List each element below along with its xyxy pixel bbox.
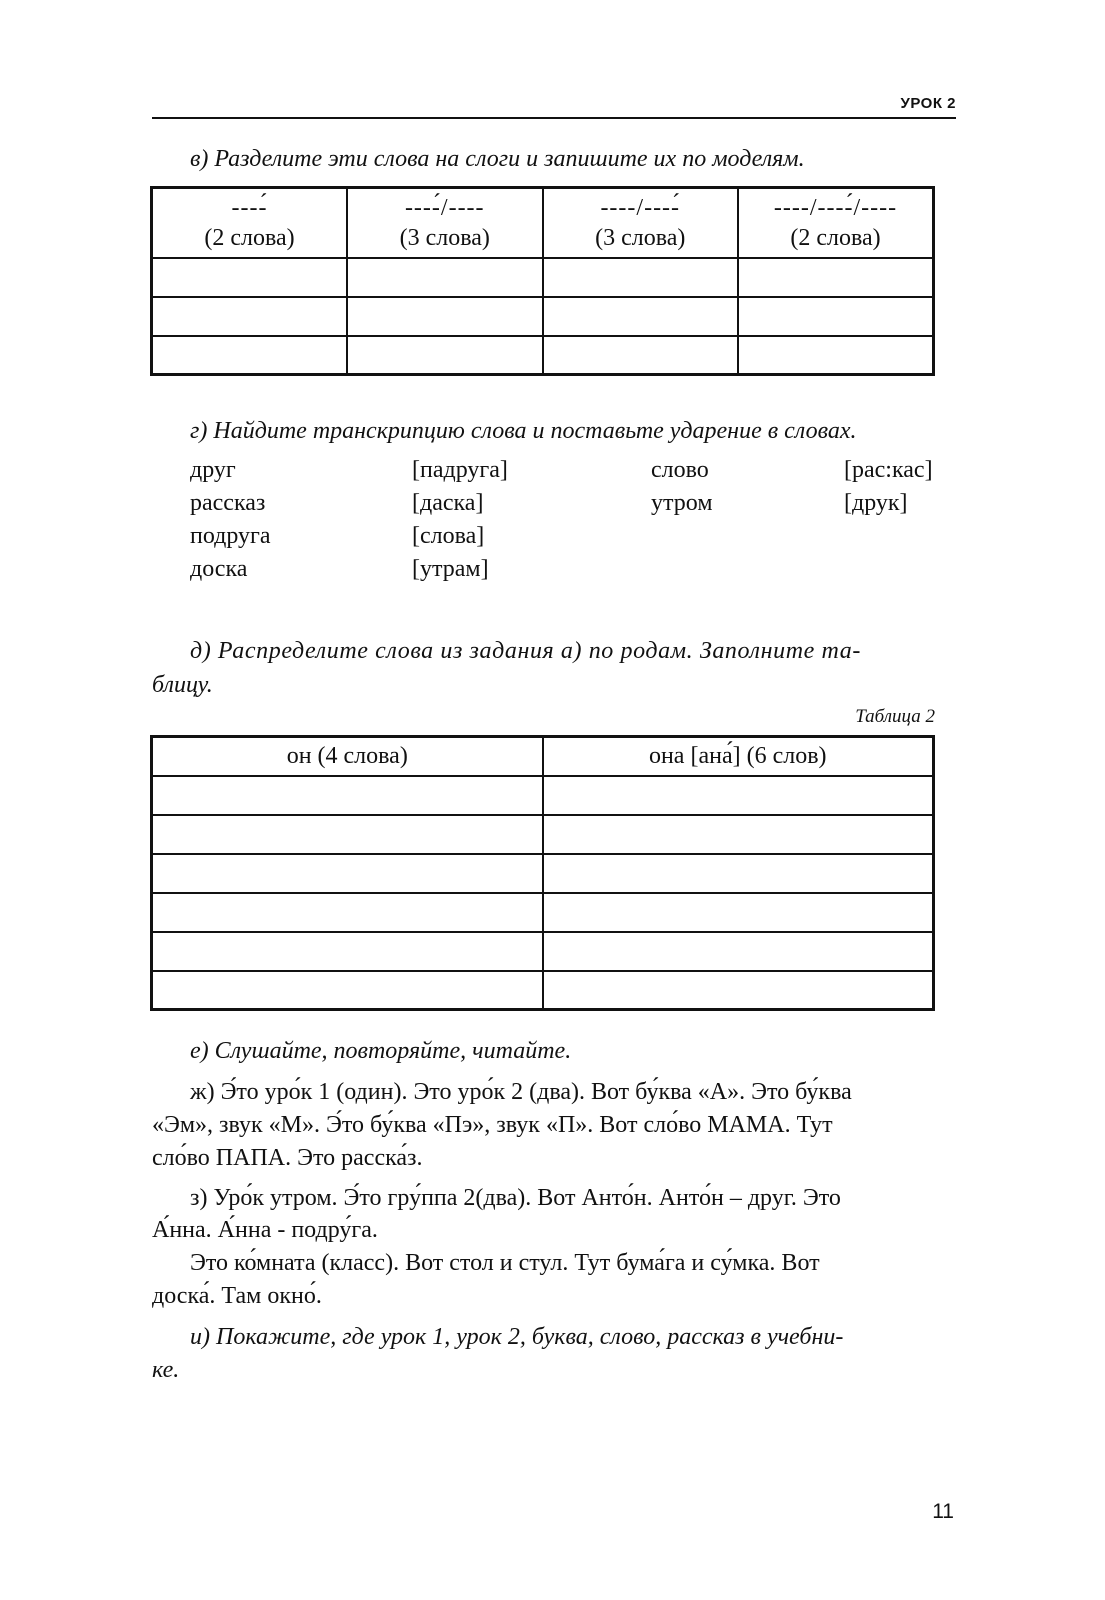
syllable-model: ----/----́/---- [773, 194, 898, 221]
syllable-model: ----/----́ [600, 194, 681, 221]
text-z-line4: доска́. Там окно́. [152, 1283, 322, 1309]
model-cell-4 [738, 188, 934, 258]
model-cell-3 [543, 188, 739, 258]
blank-cell [152, 854, 543, 893]
model-cell-1 [152, 188, 348, 258]
word-count: (3 слова) [595, 224, 686, 251]
task-d-instruction-line1: д) Распределите слова из задания а) по родам. Заполните та- [190, 638, 861, 664]
blank-cell [738, 297, 934, 336]
blank-cell [543, 854, 934, 893]
word-count: (2 слова) [204, 224, 295, 251]
header-feminine: она [ана́] (6 слов) [543, 737, 934, 776]
gender-table [150, 735, 935, 1011]
task-i-line2: ке. [152, 1357, 180, 1383]
word-item: доска [190, 556, 248, 582]
blank-cell [152, 971, 543, 1010]
blank-cell [543, 932, 934, 971]
transcription-item: [друк] [844, 490, 908, 516]
transcription-item: [утрам] [412, 556, 489, 582]
word-item: слово [651, 457, 709, 483]
text-zh-line1: ж) Э́то уро́к 1 (один). Это уро́к 2 (два). Вот бу́ква «А». Это бу́ква [190, 1079, 852, 1105]
running-header [152, 93, 956, 119]
blank-cell [738, 336, 934, 375]
task-g-instruction: г) Найдите транскрипцию слова и поставьте ударение в словах. [190, 418, 857, 444]
text-zh-line3: сло́во ПАПА. Это расска́з. [152, 1145, 423, 1171]
blank-cell [347, 258, 543, 297]
lesson-label: УРОК 2 [900, 95, 956, 112]
model-cell-2 [347, 188, 543, 258]
blank-cell [152, 815, 543, 854]
word-item: подруга [190, 523, 271, 549]
word-item: утром [651, 490, 713, 516]
task-d-instruction-line2: блицу. [152, 672, 213, 698]
word-count: (3 слова) [399, 224, 490, 251]
word-item: друг [190, 457, 236, 483]
task-e-instruction: е) Слушайте, повторяйте, читайте. [190, 1038, 572, 1064]
syllable-model-table [150, 186, 935, 376]
blank-cell [347, 297, 543, 336]
transcription-item: [слова] [412, 523, 485, 549]
blank-cell [543, 893, 934, 932]
transcription-item: [падруга] [412, 457, 508, 483]
task-i-line1: и) Покажите, где урок 1, урок 2, буква, слово, рассказ в учебни- [190, 1324, 844, 1350]
text-z-line3: Это ко́мната (класс). Вот стол и стул. Тут бума́га и су́мка. Вот [190, 1250, 820, 1276]
blank-cell [152, 297, 348, 336]
header-masculine: он (4 слова) [152, 737, 543, 776]
transcription-item: [рас:кас] [844, 457, 933, 483]
text-z-line1: з) Уро́к утром. Э́то гру́ппа 2(два). Вот Анто́н. Анто́н – друг. Это [190, 1185, 841, 1211]
blank-cell [152, 776, 543, 815]
table-caption: Таблица 2 [855, 706, 935, 727]
syllable-model: ----́/---- [404, 194, 485, 221]
word-item: рассказ [190, 490, 266, 516]
blank-cell [152, 893, 543, 932]
word-count: (2 слова) [790, 224, 881, 251]
text-zh-line2: «Эм», звук «М». Э́то бу́ква «Пэ», звук «П». Вот сло́во МАМА. Тут [152, 1112, 833, 1138]
text-z-line2: А́нна. А́нна - подру́га. [152, 1217, 378, 1243]
blank-cell [543, 776, 934, 815]
syllable-model: ----́ [231, 194, 268, 221]
blank-cell [543, 971, 934, 1010]
blank-cell [543, 258, 739, 297]
blank-cell [347, 336, 543, 375]
blank-cell [543, 815, 934, 854]
transcription-item: [даска] [412, 490, 484, 516]
page-number: 11 [932, 1500, 954, 1523]
blank-cell [543, 297, 739, 336]
task-v-instruction: в) Разделите эти слова на слоги и запишите их по моделям. [190, 146, 805, 172]
blank-cell [738, 258, 934, 297]
blank-cell [152, 336, 348, 375]
blank-cell [152, 932, 543, 971]
blank-cell [152, 258, 348, 297]
blank-cell [543, 336, 739, 375]
